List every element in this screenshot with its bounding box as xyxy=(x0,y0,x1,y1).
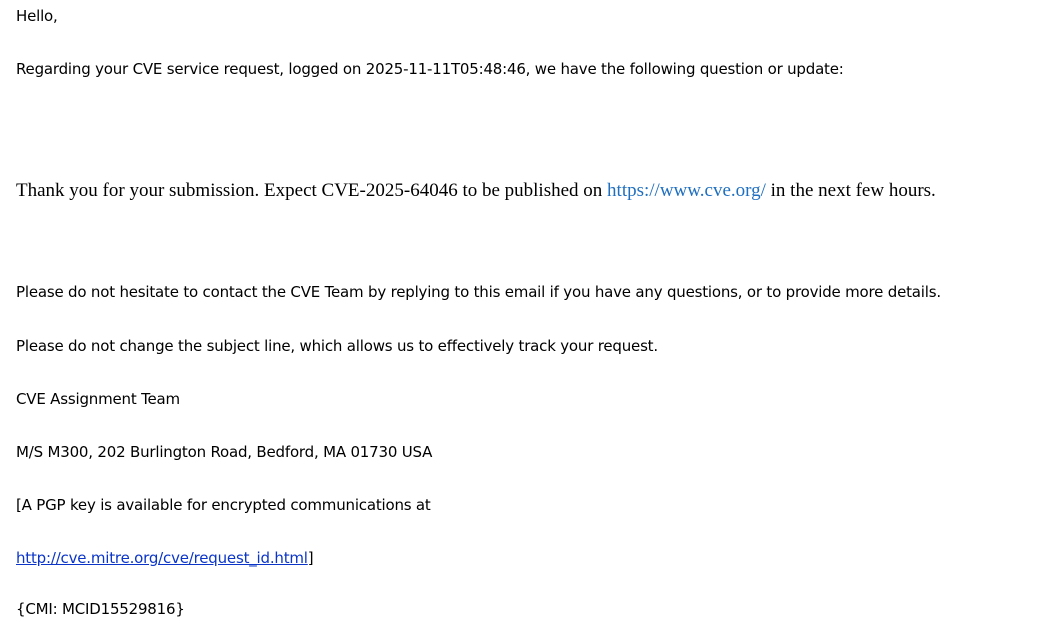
pgp-key-link[interactable]: http://cve.mitre.org/cve/request_id.html xyxy=(16,549,308,567)
cmi-reference: {CMI: MCID15529816} xyxy=(16,600,185,618)
notice-suffix: in the next few hours. xyxy=(765,180,936,201)
notice-prefix: Thank you for your submission. Expect CVE-2025-64046 to be published on xyxy=(16,180,608,201)
pgp-intro: [A PGP key is available for encrypted communications at xyxy=(16,496,431,514)
postal-address: M/S M300, 202 Burlington Road, Bedford, MA 01730 USA xyxy=(16,443,433,461)
pgp-link-line xyxy=(16,548,313,568)
team-signature: CVE Assignment Team xyxy=(16,390,180,408)
intro-paragraph: Regarding your CVE service request, logged on 2025-11-11T05:48:46, we have the following question or update: xyxy=(16,60,844,78)
subject-note: Please do not change the subject line, which allows us to effectively track your request. xyxy=(16,337,658,355)
email-body xyxy=(16,0,1046,625)
greeting: Hello, xyxy=(16,7,58,25)
submission-notice xyxy=(16,179,936,203)
pgp-close-bracket: ] xyxy=(307,549,314,567)
contact-paragraph: Please do not hesitate to contact the CVE Team by replying to this email if you have any questions, or to provide more details. xyxy=(16,283,941,301)
cve-org-link[interactable]: https://www.cve.org/ xyxy=(607,180,766,201)
